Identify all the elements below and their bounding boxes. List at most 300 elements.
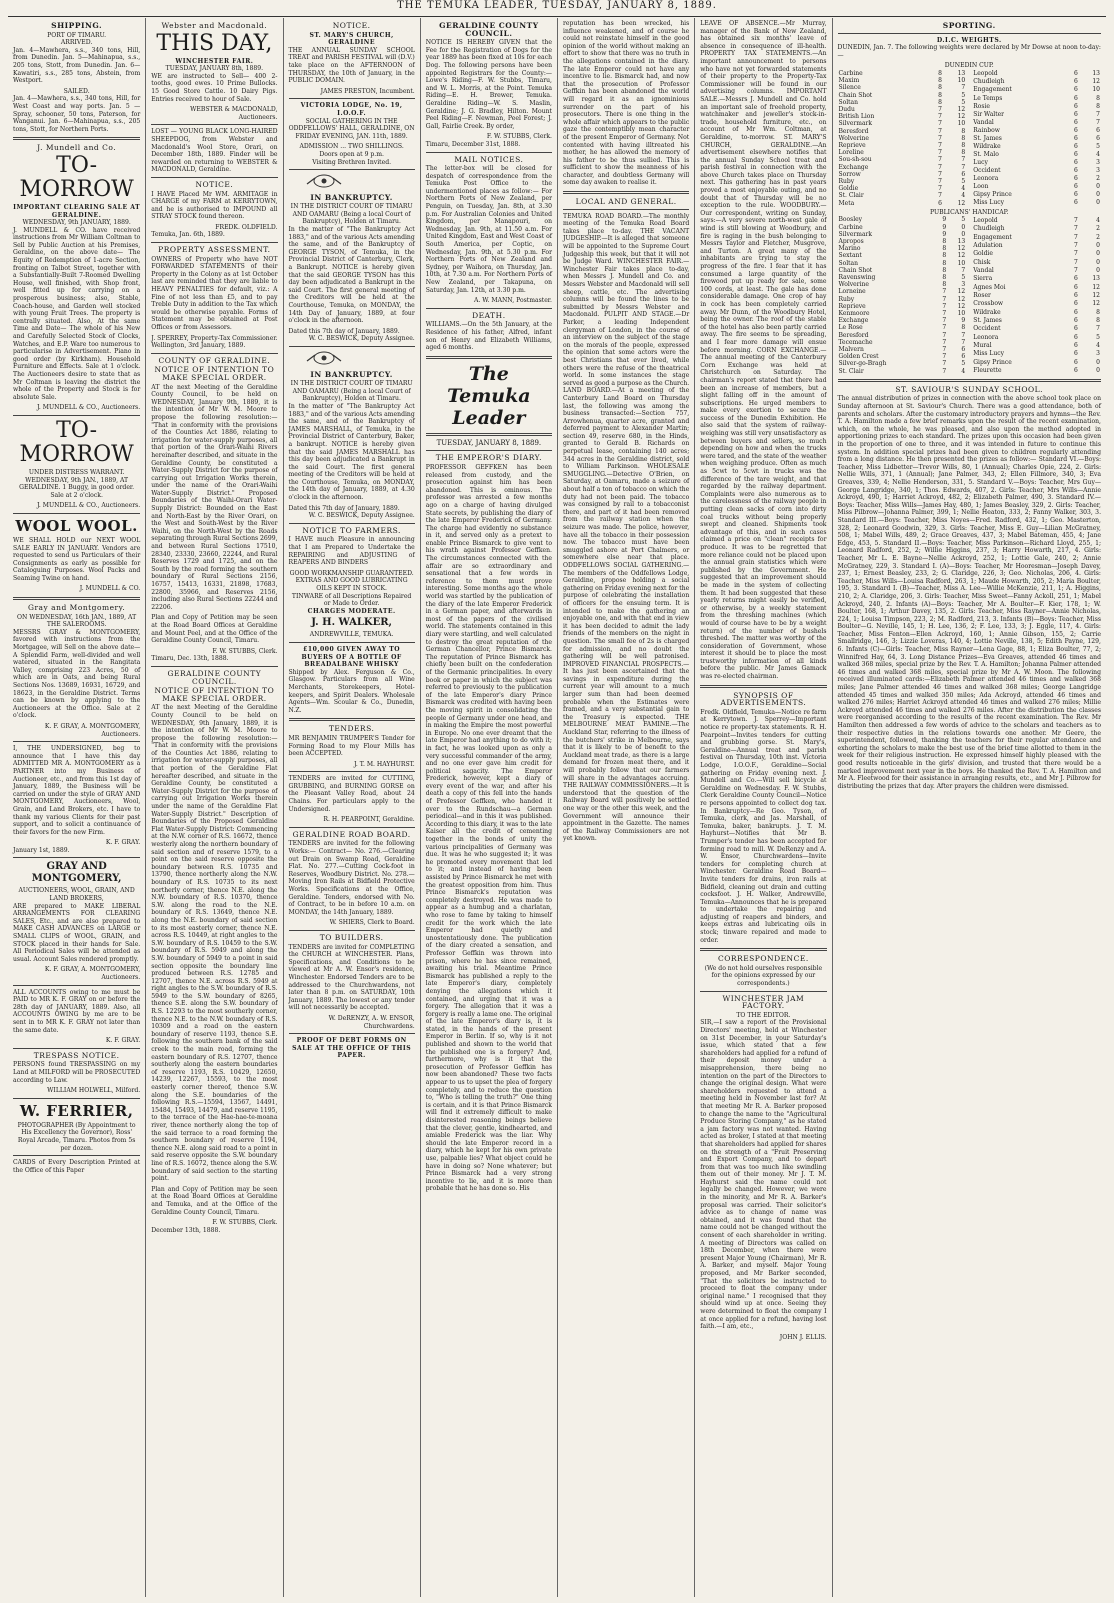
weight-pounds: 8 — [961, 149, 966, 157]
horse-name: Occident — [973, 325, 1001, 333]
weight-stone: 7 — [942, 324, 947, 332]
horse-name: Lorneine — [838, 288, 866, 296]
weight-stone: 7 — [942, 302, 947, 310]
horse-name: Chain Shot — [838, 266, 873, 274]
royal-arms-icon — [289, 351, 359, 365]
horse-name: Ruby — [838, 295, 855, 303]
divider — [426, 152, 552, 153]
gcc-heading: GERALDINE COUNTY COUNCIL. — [167, 668, 262, 686]
synopsis-heading: SYNOPSIS OF ADVERTISEMENTS. — [720, 690, 807, 708]
dog-date: Timaru, December 31st, 1888. — [425, 140, 521, 148]
weight-row — [972, 86, 1101, 94]
horse-name: Sir Walter — [973, 110, 1005, 118]
weight-stone: 9 — [942, 230, 947, 238]
weight-stone: 6 — [1074, 325, 1078, 333]
gray-text: MESSRS GRAY & MONTGOMERY, favored with instructions from the Mortgagee, will Sell on the above date— A Splendid Farm, well-divided and well watered, situated in the Rangitata Valley, comprising 223 Acres, 50 of which are in Oats, and being Rural Sections Nos. 13689, 16931, 16729, and 18623, in the Geraldine District. Terms can be known by applying to the Auctioneers at the Office. Sale at 2 o'clock. — [13, 628, 141, 720]
intention2-heading: NOTICE OF INTENTION TO MAKE SPECIAL ORDER. — [154, 686, 275, 703]
weight-row — [972, 110, 1101, 118]
divider — [838, 379, 1102, 382]
column-7 — [832, 18, 1107, 1597]
horse-name: Meta — [838, 199, 855, 207]
weight-pounds: 0 — [1096, 250, 1100, 258]
weight-pounds: 3 — [1096, 158, 1100, 166]
partner-text: I, THE UNDERSIGNED, beg to announce that I have this day ADMITTED MR A. MONTGOMERY as a PARTNER into my Business of Auctioneer, etc., and from this 1st day of January, 1889, the Business will be carried on under the style of GRAY AND MONTGOMERY, Auctioneers, Wool, Grain, and Land Brokers, etc. I have to thank my various Clients for their past support, and to solicit a continuance of their favors for the new Firm. — [13, 745, 141, 836]
weight-stone: 6 — [1074, 118, 1078, 126]
weight-pounds: 3 — [1096, 166, 1100, 174]
weight-stone: 6 — [1074, 316, 1078, 324]
weight-stone: 8 — [938, 69, 942, 77]
horse-name: Wildrake — [973, 142, 1001, 150]
bankruptcy1-date: Dated this 7th day of January, 1889. — [288, 327, 400, 335]
weight-stone: 8 — [942, 266, 947, 274]
masthead — [0, 0, 1114, 16]
paper-title: The Temuka Leader — [447, 362, 531, 429]
notice-heading: NOTICE. — [195, 179, 234, 189]
intention-heading: NOTICE OF INTENTION TO MAKE SPECIAL ORDER. — [154, 365, 275, 382]
weight-row — [838, 113, 967, 120]
weight-pounds: 12 — [957, 199, 966, 207]
weight-row — [838, 231, 967, 238]
weight-pounds: 2 — [1096, 175, 1100, 182]
bankruptcy-heading: IN BANKRUPTCY. — [310, 192, 393, 202]
weight-stone: 8 — [938, 91, 942, 99]
jam-to-editor: TO THE EDITOR. — [736, 1011, 791, 1019]
weight-stone: 7 — [942, 310, 947, 318]
plan-text: Plan and Copy of Petition may be seen at the Road Board Offices at Geraldine and Mount Peel, and at the Office of the Geraldine County Council, Timaru. — [151, 614, 278, 645]
weight-row — [972, 325, 1101, 333]
horse-name: Kenmoore — [838, 310, 870, 318]
notice-text: I HAVE Placed Mr WM. ARMITAGE in CHARGE of my FARM at KERRYTOWN, and he is authorised to IMPOUND all STRAY STOCK found thereon. — [151, 190, 278, 221]
divider — [151, 353, 277, 354]
weight-stone: 6 — [1074, 283, 1078, 291]
weight-stone: 6 — [1074, 350, 1078, 358]
tomorrow-heading: TO-MORROW — [19, 152, 134, 202]
weight-stone: 8 — [938, 84, 942, 92]
death-heading: DEATH. — [472, 310, 506, 320]
divider — [13, 1098, 140, 1099]
divider — [426, 433, 552, 436]
weight-row — [838, 368, 967, 375]
horse-name: Leopold — [973, 216, 998, 224]
wool-text: WE SHALL HOLD our NEXT WOOL SALE EARLY IN JANUARY. Vendors are requested to send us Particulars of their Consignments as early as possible for Cataloguing Purposes. Wool Packs and Seaming Twine on hand. — [13, 536, 141, 582]
local-heading: LOCAL AND GENERAL. — [575, 197, 677, 207]
horse-name: Fleurette — [973, 367, 1002, 374]
weight-pounds: 4 — [961, 367, 966, 375]
tomorrow-heading-2: TO-MORROW — [19, 417, 134, 467]
weight-stone: 6 — [1074, 70, 1078, 78]
weight-row — [838, 288, 967, 295]
horse-name: Miss Lucy — [973, 199, 1004, 207]
horse-name: Vandal — [973, 266, 994, 274]
weight-stone: 7 — [938, 156, 942, 164]
horse-name: Ruby — [838, 178, 855, 186]
horse-name: Crossbow — [973, 300, 1004, 308]
column-5 — [557, 18, 694, 1597]
weight-row — [838, 185, 967, 192]
tender1-signature: J. T. M. HAYHURST. — [353, 760, 415, 768]
weight-stone: 7 — [942, 288, 947, 296]
sailed-heading: SAILED. — [63, 87, 90, 95]
weight-pounds: 10 — [957, 259, 966, 267]
weight-pounds: 13 — [957, 69, 966, 77]
weight-pounds: 2 — [1096, 225, 1100, 233]
horse-name: Loon — [973, 183, 989, 191]
weight-stone: 8 — [942, 238, 947, 246]
weight-row — [972, 94, 1101, 102]
divider — [13, 1048, 140, 1049]
horse-name: Boosley — [838, 216, 863, 224]
dog-text: NOTICE IS HEREBY GIVEN that the Fee for the Registration of Dogs for the year 1889 has been fixed at 10s for each Dog. The following persons have been appointed Registrars for the County:— Lowe's Riding—F. W. Stubbs, Timaru, and W. L. Morris, at the Point. Temuka Riding—E. H. Brewer, Temuka. Geraldine Riding—W. S. Maslin, Geraldine; J. G. Bradley, Hilton. Mount Peel Riding—F. Newman, Peel Forest; J. Gall, Fairlie Creek. By order, — [425, 39, 552, 130]
weight-pounds: 7 — [1096, 110, 1100, 118]
tinware-text: TINWARE of all Descriptions Repaired or Made to Order. — [291, 592, 412, 608]
weight-stone: 7 — [942, 360, 947, 368]
weight-pounds: 2 — [1096, 233, 1100, 241]
divider — [13, 741, 140, 742]
horse-name: Reprieve — [838, 302, 866, 310]
cup-weights-left — [838, 70, 967, 207]
weight-row — [972, 175, 1101, 183]
weight-row — [838, 192, 967, 199]
builders-signature: W. DeRENZY, A. W. ENSOR, Churchwardens. — [328, 1014, 415, 1030]
weight-stone: 6 — [1074, 126, 1078, 134]
horse-name: Sou-sh-sou — [838, 156, 872, 164]
horse-name: Wolverine — [838, 134, 869, 142]
social-text: SOCIAL GATHERING IN THE ODDFELLOWS' HALL, GERALDINE, ON FRIDAY EVENING, JAN. 11th, 1889. — [288, 117, 415, 140]
weight-row — [838, 245, 967, 252]
weight-row — [972, 199, 1101, 207]
notice-date: Temuka, Jan. 6th, 1889. — [151, 231, 225, 239]
weight-pounds: 7 — [1096, 118, 1100, 126]
dic-intro: DUNEDIN, Jan. 7. The following weights were declared by Mr Dowse at noon to-day:— — [837, 44, 1101, 59]
divider — [289, 930, 415, 931]
horse-name: Roser — [973, 291, 991, 299]
weight-pounds: 3 — [961, 281, 966, 289]
arrivals-text: Jan. 4—Mawhera, s.s., 340 tons, Hill, from Dunedin. Jan. 5—Mahinapua, s.s., 205 tons, Stott, from Dunedin. Jan. 6—Kawatiri, s.s., 285 tons, Abstein, from Westport. — [13, 46, 141, 85]
correspondence-heading: CORRESPONDENCE. — [718, 954, 809, 964]
notice-signature: FREDK. OLDFIELD. — [215, 223, 278, 231]
weight-pounds: 3 — [1096, 350, 1100, 358]
horse-name: Rainbow — [973, 126, 1000, 134]
weight-row — [838, 99, 967, 106]
divider — [13, 137, 140, 140]
paper-date: TUESDAY, JANUARY 8, 1889. — [436, 438, 542, 447]
weight-stone: 7 — [938, 170, 942, 178]
weight-pounds: 12 — [1092, 291, 1100, 299]
giveaway-text: Shipped by Alex. Ferguson & Co., Glasgow. Particulars from all Wine Merchants, Storekeepers, Hotel-keepers, and Spirit Dealers. Wholesale Agents—Wm. Scoular & Co., Dunedin, N.Z. — [288, 668, 415, 714]
weight-row — [972, 150, 1101, 158]
column-1 — [8, 18, 145, 1597]
weight-row — [838, 106, 967, 113]
horse-name: St. James — [973, 134, 1002, 142]
weight-stone: 7 — [938, 113, 942, 121]
horse-name: Carbine — [838, 223, 863, 231]
distress-text: UNDER DISTRESS WARRANT. WEDNESDAY, 9th JAN., 1889, AT GERALDINE. 1 Buggy, in good order. Sale at 2 o'clock. — [19, 468, 135, 499]
ferrier-text: PHOTOGRAPHER (By Appointment to His Excellency the Governor), Ross' Royal Arcade, Timaru. Photos from 5s per dozen. — [17, 1121, 136, 1152]
weight-pounds: 12 — [957, 245, 966, 253]
horse-name: Wildrake — [973, 308, 1001, 316]
tender2-signature: R. H. PEARPOINT, Geraldine. — [323, 816, 415, 824]
weight-pounds: 5 — [961, 178, 966, 186]
weight-stone: 7 — [1074, 258, 1078, 266]
divider — [700, 991, 826, 992]
horse-name: St. Clair — [838, 367, 864, 375]
weight-stone: 6 — [1074, 199, 1078, 207]
farmers-text: I HAVE much Pleasure in announcing that I am Prepared to Undertake the REPAIRING and ADJUSTING of REAPERS AND BINDERS — [288, 536, 415, 567]
plan2-date: December 13th, 1888. — [151, 1226, 221, 1234]
notice-heading: NOTICE. — [332, 21, 371, 30]
weight-row — [838, 360, 967, 367]
weight-pounds: 5 — [961, 274, 966, 282]
weight-row — [972, 216, 1101, 224]
property-heading: PROPERTY ASSESSMENT. — [158, 245, 271, 255]
giveaway-heading: £10,000 GIVEN AWAY TO BUYERS OF A BOTTLE OF BREADALBANE WHISKY — [301, 645, 402, 669]
weight-stone: 7 — [942, 317, 947, 325]
doors-text: Doors open at 9 p.m. — [319, 150, 384, 158]
weight-row — [838, 303, 967, 310]
weight-stone: 6 — [1074, 300, 1078, 308]
weight-pounds: 6 — [961, 346, 966, 354]
weight-stone: 6 — [1074, 158, 1078, 166]
mundell-heading: J. Mundell and Co. — [37, 143, 117, 153]
weight-stone: 6 — [1074, 308, 1078, 316]
county-heading: COUNTY OF GERALDINE. — [158, 355, 271, 365]
partner-date: January 1st, 1889. — [13, 846, 70, 854]
local-text: TEMUKA ROAD BOARD.—The monthly meeting of the Temuka Road Board takes place to-day. THE VACANT JUDGESHIP.—It is alleged that someone will be appointed to the Supreme Court Judgeship this week, but that it will not be Judge Ward. WINCHESTER FAIR.—Winchester Fair takes place to-day, when Messrs J. Mundell and Co. and Messrs Webster and Macdonald will sell sheep, cattle, etc. The advertising columns will be found the lines to be submitted by Messrs Webster and Macdonald. PULPIT AND STAGE.—Dr Parker, a leading Independent clergyman of London, in the course of an interview on the subject of the stage on the morals of the people, expressed the opinion that some actors were the best Christians that ever lived, while others were the refuse of the theatrical world. In some instances the stage served as good a purpose as the Church. LAND BOARD.—At a meeting of the Canterbury Land Board on Thursday last, the following was among the business transacted:—Section 757, Arrowhenua, quarter acre, granted and deferred payment to Alexander Martin; section 49, reserve 680, in the Hinds, granted to Gerald B. Richards on perpetual lease, containing 140 acres; 344 acres in the Geraldine district, sold to William Parkinson. WHOLESALE SMUGGLING.—Detective O'Brien, on Saturday, at Oamaru, made a seizure of about half a ton of tobacco on which the duty had not been paid. The tobacco was consigned by rail to a tobacconist there, and part of it had been removed from the railway station when the seizure was made. The police, however, have all the tobacco in their possession now. The tobacco must have been smuggled ashore at Port Chalmers, or somewhere else near that place. ODDFELLOWS SOCIAL GATHERING.—The members of the Oddfellows Lodge, Geraldine, propose holding a social gathering on Friday evening next for the purpose of celebrating the installation of officers for the ensuing term. It is intended to make the gathering an enjoyable one, and with that end in view it has been decided to admit the lady friends of the members on the night in question. The small fee of 2s is charged for admission, and no doubt the gathering will be well patronised. IMPROVED FINANCIAL PROSPECTS.—It has just been ascertained that the savings in expenditure during the current year will amount to a much larger sum than had been deemed probable when the Estimates were framed, and a very substantial gain to the Treasury is expected. THE MELBOURNE MEAT FAMINE.—The Auckland Star, referring to the illness of the butchers' strike in Melbourne, says that it is likely to be of benefit to the Auckland meat trade, as there is a large demand for frozen meat there, and it will probably follow that our farmers will share in the advantages accruing. THE RAILWAY COMMISSIONERS.—It is understood that the question of the Railway Board will positively be settled one way or the other this week, and the Government will announce their appointment in the Gazette. The names of the Railway Commissioners are not yet known. — [563, 212, 690, 843]
horse-name: Gipsy Prince — [973, 358, 1012, 366]
horse-name: Chudleigh — [973, 78, 1005, 86]
plan2-signature: F. W. STUBBS, Clerk. — [212, 1219, 278, 1227]
horse-name: St. Malo — [973, 150, 999, 158]
wm-signature: WEBSTER & MACDONALD, Auctioneers. — [190, 106, 278, 121]
weight-stone: 6 — [1074, 341, 1078, 349]
gm-text: ARE prepared to MAKE LIBERAL ARRANGEMENTS FOR CLEARING SALES, Etc., and are also prepared to MAKE CASH ADVANCES on LARGE or SMALL CLIPS of WOOL, GRAIN, and STOCK placed in their hands for Sale. All Periodical Sales will be attended as usual. Account Sales rendered promptly. — [13, 902, 141, 963]
weight-pounds: 5 — [961, 98, 966, 106]
horse-name: Vandal — [973, 118, 994, 126]
horse-name: Golden Crest — [838, 353, 879, 361]
weight-row — [972, 233, 1101, 241]
plan2-text: Plan and Copy of Petition may be seen at the Road Board Offices at Geraldine and Temuka, and at the Office of the Geraldine County Council, Timaru. — [151, 1185, 278, 1216]
horse-name: St. Clair — [838, 192, 864, 200]
weight-row — [838, 281, 967, 288]
weight-row — [838, 156, 967, 163]
intention2-text: AT the next Meeting of the Geraldine County Council to be held on WEDNESDAY, 9th January, 1889, it is the intention of Mr W. M. Moore to propose the following resolution:— "That in conformity with the provisions of the Counties Act 1886, relating to irrigation for water-supply purposes, all that portion of the Geraldine Flat hereafter described, and situate in the Geraldine County, be constituted a Water-Supply District for the purpose of carrying out Irrigation Works therein under the name of the Geraldine Flat Water-Supply District." Description of Boundaries of the Proposed Geraldine Flat Water-Supply District: Commencing at the N.W. corner of R.S. 16672, thence westerly along the northern boundary of said section and of reserve 1579, to a point on the said reserve opposite the boundary between R.S. 10735 and 13790, thence northerly along the N.W. boundary of R.S. 10735 to its next northerly corner, thence N.E. along the N.W. boundary of R.S. 10370, thence S.W. along the road to the N.E. boundary of R.S. 13649, thence N.E. along the N.E. boundary of said section to its most easterly corner, thence N.E. across R.S. 10449, at right angles to the S.W. boundary of R.S. 10459 to the S.W. boundary of R.S. 5949 and along the S.W. boundary of 5949 to a point in said section opposite the boundary line produced between R.S. 12785 and 12707, thence N.E. across R.S. 5949 at right angles to the S.W. boundary of R.S. 5949 to the S.W. boundary of 8265, thence S.E. along the S.W. boundary of R.S. 12293 to the most southerly corner, thence N.E. to the N.W. boundary of R.S. 10309 and a road on the eastern boundary of reserve 1193, thence S.E. following the southern bank of the said creek to the main road, forming the eastern boundary of R.S. 12707, thence southerly along the eastern boundaries of reserve 1193, R.S. 10429, 12650, 14239, 12267, 15593, to the most easterly corner thereof, thence S.W. along the S.E. boundaries of the following R.S.—15594, 13567, 14491, 15484, 15493, 14479, and reserve 1195, to the terrace of the Hae-hae-te-moana river, thence northerly along the top of the said terrace to a road forming the southern boundary of reserve 1194, thence N.E. along said road to a point in said reserve opposite the S.W. boundary line of R.S. 16072, thence along the S.W. boundary of said section to the starting point. — [151, 704, 278, 1183]
divider — [289, 771, 415, 772]
weight-row — [838, 178, 967, 185]
weight-stone: 6 — [1074, 134, 1078, 142]
bankruptcy-heading-2: IN BANKRUPTCY. — [310, 369, 393, 379]
diary-continued: reputation has been wrecked, his influence weakened, and of course he could not reinstate himself in the good opinion of the world without making an effort to show that there was no truth in the allegations contained in the diary. The late Emperor could not have any incentive to lie. Bismarck had, and now that the prosecution of Professor Geffkin has been abandoned the world will regard it as an ignominious surrender on the part of his prosecutors. There is one thing in the whole affair which appears to the public gaze the contemptibly mean character of the present Emperor of Germany. Not contented with having illtreated his mother, he has allowed the memory of his father to be thus sullied. This is sufficient to show the meanness of his character, and doubtless Germany will some day awaken to realise it. — [563, 20, 690, 187]
divider — [151, 124, 277, 125]
handicap-weights-left — [838, 216, 967, 374]
weight-pounds: 8 — [961, 324, 966, 332]
weight-row — [972, 258, 1101, 266]
horse-name: Marino — [838, 245, 861, 253]
weight-row — [972, 225, 1101, 233]
workmanship-text: GOOD WORKMANSHIP GUARANTEED. — [289, 569, 414, 577]
divider — [700, 685, 826, 688]
horse-name: Chain Shot — [838, 91, 873, 99]
weight-stone: 6 — [1074, 102, 1078, 110]
weight-pounds: 12 — [957, 302, 966, 310]
sale-date: WEDNESDAY, 9th JANUARY, 1889. — [22, 219, 131, 227]
weight-pounds: 4 — [961, 192, 966, 200]
gcc-heading: GERALDINE COUNTY COUNCIL. — [439, 21, 539, 38]
wm-heading: Webster and Macdonald. — [161, 21, 268, 30]
weight-row — [972, 191, 1101, 199]
clearing-sale-heading: IMPORTANT CLEARING SALE AT GERALDINE. — [13, 203, 141, 219]
weight-pounds: 6 — [1096, 126, 1100, 134]
masthead-title: THE TEMUKA LEADER, TUESDAY, JANUARY 8, 1889. — [397, 0, 717, 11]
weight-row — [838, 171, 967, 178]
weight-row — [972, 250, 1101, 258]
weight-pounds: 13 — [957, 238, 966, 246]
synopsis-text: Fredk. Oldfield, Temuka—Notice re farm at Kerrytown. J. Sperrey—Important notice re property-tax statements. R. H. Pearpoint—Invites tenders for cutting and grubbing gorse. St. Mary's, Geraldine—Annual treat and parish festival on Thursday, 10th inst. Victoria Lodge, I.O.O.F., Geraldine—Social gathering on Friday evening next. J. Mundell and Co.—Will sell bicycle at Geraldine on Wednesday. F. W. Stubbs, Clerk Geraldine County Council—Notice re persons appointed to collect dog tax. In Bankruptcy—Re Geo. Tyson, of Temuka, clerk, and Jas. Marshall, of Temuka, baker, bankrupts. J. T. M. Hayhurst—Notifies that Mr B. Trumper's tender has been accepted for forming road to mill. W. DeRenzy and A. W. Ensor, Churchwardens—Invite tenders for completing church at Winchester. Geraldine Road Board—Invite tenders for drains, iron rails at Bidfield, cleaning out drain and cutting cocksfoot. J. H. Walker, Andrewville, Temuka—Announces that he is prepared to undertake the repairing and adjusting of reapers and binders, and keeps extras and lubricating oils in stock; tinware repaired and made to order. — [700, 708, 827, 944]
charges-text: CHARGES MODERATE. — [307, 607, 396, 615]
weight-row — [838, 128, 967, 135]
divider — [289, 1033, 415, 1034]
walker-address: ANDREWVILLE, TEMUKA. — [309, 631, 394, 639]
weight-row — [972, 134, 1101, 142]
wool-heading: WOOL WOOL. — [15, 516, 138, 535]
weight-row — [972, 341, 1101, 349]
weight-row — [972, 316, 1101, 324]
intention-text: AT the next Meeting of the Geraldine County Council, to be held on WEDNESDAY, January 9th, 1889, it is the intention of Mr W. M. Moore to propose the following resolution:— "That in conformity with the provisions of the Counties Act 1886, relating to irrigation for water-supply purposes, all that portion of the Orari-Waihi Rivers hereinafter described, and situate in the Geraldine County, be constituted a Water-Supply District for the purpose of carrying out Irrigation Works therein, under the name of the Orari-Waihi Water-Supply District." Proposed Boundaries of the Waihi-Orari Water-Supply District: Bounded on the East and North-East by the River Orari, on the West and South-West by the River Waihi, on the North-West by the Roads separating through Rural Sections 2699, and between Rural Sections 17510, 28340, 23330, 23660, 22244, and Rural Reserves 1729 and 1725, and on the South by the road forming the southern boundary of Rural Sections 2156, 16757, 15413, 16331, 21898, 17683, 22800, 35966, and Reserves 2156, including also Rural Sections 22244 and 22206. — [151, 383, 278, 611]
weight-stone: 8 — [942, 245, 947, 253]
partner-signature: K. F. GRAY. — [105, 839, 141, 847]
bankruptcy1-signature: W. C. BESWICK, Deputy Assignee. — [308, 335, 415, 343]
gray-date: ON WEDNESDAY, 16th JAN., 1889, AT THE SALEROOMS. — [17, 613, 137, 629]
school-heading: ST. SAVIOUR'S SUNDAY SCHOOL. — [895, 384, 1044, 394]
builders-text: TENDERS are invited for COMPLETING the CHURCH at WINCHESTER. Plans, Specifications, and Conditions to be viewed at Mr A. W. Ensor's residence, Winchester. Endorsed Tenders are to be addressed to the Churchwardens, not later than 8 p.m. on SATURDAY, 10th January, 1889. The lowest or any tender will not necessarily be accepted. — [288, 943, 415, 1012]
weight-stone: 7 — [938, 185, 942, 193]
weight-row — [972, 266, 1101, 274]
weight-pounds: 8 — [961, 142, 966, 149]
builders-heading: TO BUILDERS. — [319, 932, 384, 942]
divider — [426, 308, 552, 309]
church-heading: ST. MARY'S CHURCH, GERALDINE — [309, 31, 394, 47]
mail-heading: MAIL NOTICES. — [454, 154, 524, 164]
weight-pounds: 12 — [957, 288, 966, 296]
divider — [289, 827, 415, 828]
weight-stone: 7 — [938, 134, 942, 142]
weight-row — [838, 200, 967, 207]
weight-row — [838, 84, 967, 91]
weight-pounds: 12 — [957, 113, 966, 121]
divider — [289, 98, 415, 99]
weight-row — [972, 358, 1101, 366]
weight-row — [838, 120, 967, 127]
weight-row — [838, 149, 967, 156]
winchester-fair-heading: WINCHESTER FAIR. — [175, 57, 254, 65]
weight-row — [838, 267, 967, 274]
weight-pounds: 8 — [961, 134, 966, 142]
accounts-text: ALL ACCOUNTS owing to me must be PAID to MR K. F. GRAY on or before the 28th day of JANUARY, 1889. Also, all ACCOUNTS OWING by me are to be sent in to MR K. F. GRAY not later than the same date. — [13, 988, 141, 1034]
weight-row — [838, 142, 967, 149]
weight-pounds: 10 — [957, 77, 966, 85]
gm-heading: GRAY AND MONTGOMERY, — [31, 861, 122, 885]
weight-row — [838, 317, 967, 324]
divider — [289, 718, 415, 721]
weight-pounds: 5 — [961, 360, 966, 368]
weight-row — [838, 339, 967, 346]
horse-name: Dudu — [838, 105, 855, 113]
weight-pounds: 10 — [957, 120, 966, 128]
horse-name: Sextant — [838, 252, 862, 260]
columns — [8, 18, 1106, 1597]
horse-name: Reprieve — [838, 142, 866, 149]
horse-name: British Lion — [838, 113, 875, 121]
weight-pounds: 8 — [1096, 102, 1100, 110]
weight-pounds: 10 — [1092, 86, 1100, 94]
lodge-heading: VICTORIA LODGE, No. 19, I.O.O.F. — [300, 102, 403, 117]
weight-stone: 6 — [1074, 175, 1078, 182]
accounts-signature: K. F. GRAY. — [105, 1037, 141, 1045]
weight-row — [838, 274, 967, 281]
weight-pounds: 0 — [961, 230, 966, 238]
horse-name: St. James — [973, 316, 1002, 324]
weight-pounds: 0 — [1096, 358, 1100, 366]
handicap-weights-right — [972, 216, 1101, 374]
weight-row — [972, 333, 1101, 341]
weight-row — [972, 126, 1101, 134]
this-day-heading: THIS DAY, — [156, 30, 273, 56]
weight-row — [838, 77, 967, 84]
weight-stone: 8 — [942, 252, 947, 260]
horse-name: Rosie — [973, 102, 990, 110]
weight-stone: 6 — [1074, 150, 1078, 158]
horse-name: Engagement — [973, 233, 1012, 241]
diary-text: PROFESSOR GEFFKEN has been released from custody, and the prosecution against him has been abandoned. This is ominous. The professor was arrested a few months ago on a charge of having divulged State secrets, by publishing the diary of the late Emperor Frederick of Germany. The charge had evidently no substance in it, and served only as a pretext to enable Prince Bismarck to give vent to his wrath against Professor Geffken. The circumstances connected with the affair are so extraordinary and sensational that a few words in reference to them must prove interesting. Some months ago the whole world was startled by the publication of the diary of the late Emperor Frederick in a German paper, and afterwards in most of the papers of the civilised world. The statements contained in this diary were startling, and well calculated to destroy the great reputation of the German Chancellor, Prince Bismarck. The reputation of Prince Bismarck has chiefly been built on the confederation of the Germanic principalities. In every book or paper in which the subject was referred to previously to the publication of the late Emperor's diary Prince Bismarck was credited with having been the moving spirit in consolidating the people of Germany under one head, and in making the Empire the most powerful in Europe. No one ever dreamt that the late Emperor had anything to do with it; in fact, he was looked upon as only a very successful commander of the army, and no one ever gave him credit for political sagacity. The Emperor Frederick, however, kept a diary of every event of the war, and after his death a copy of this fell into the hands of Professor Geffken, who handed it over to the Rundschau—a German periodical—and in this it was published. According to this diary, it was to the late Kaiser all the credit of cementing together in the bonds of unity the various principalities of Germany was due. It was he who suggested it; it was he promoted every movement that led to it; and instead of having been assisted by Prince Bismarck he met with the greatest opposition from him. Thus Prince Bismarck's reputation was completely destroyed. He was made to appear as a humbug and a charlatan, who rose to fame by taking to himself credit for the work which the late Emperor had quietly and unostentatiously done. The publication of the diary created a sensation, and Professor Geffkin was thrown into prison, where he has since remained, awaiting his trial. Meantime Prince Bismarck has published a reply to the late Emperor's diary, completely denying the allegations which it contained, and urging that it was a forgery. The allegation that it was a forgery is really a lame one. The original of the late Emperor's diary is, it is stated, in the hands of the present Emperor in Berlin. If so, why is it not published and shown to the world that the published one is a forgery? And, furthermore, why is it that the prosecution of Professor Geffkin has now been abandoned? These two facts appear to us to upset the plea of forgery completely, and to reduce the question to, "Who is telling the truth?" One thing is certain, and it is that Prince Bismarck will find it extremely difficult to make disinterested reasoning beings believe that the clever, gentle, kindhearted, and amiable Frederick was the liar. Why should the late Emperor record in a diary, which he kept for his own private use, palpable lies? What object could he have in doing so? None whatever; but Prince Bismarck had a very strong incentive to lie, and it is more than probable that he has done so. His — [425, 463, 552, 1193]
dog-signature: F. W. STUBBS, Clerk. — [486, 133, 552, 141]
gm-signature: K. F. GRAY, A. MONTGOMERY, Auctioneers. — [44, 966, 141, 981]
weight-row — [972, 283, 1101, 291]
top-rule — [8, 16, 1106, 17]
horse-name: Gipsy Prince — [973, 191, 1012, 199]
weight-pounds: 13 — [1092, 70, 1100, 78]
weight-stone: 7 — [1074, 266, 1078, 274]
weight-pounds: 13 — [1092, 275, 1100, 283]
weight-stone: 7 — [942, 338, 947, 346]
visiting-text: Visiting Brethren Invited. — [312, 158, 392, 166]
weight-row — [972, 350, 1101, 358]
weight-pounds: 4 — [1096, 216, 1100, 224]
weight-stone: 7 — [942, 353, 947, 361]
handicap-heading: PUBLICANS' HANDICAP. — [930, 208, 1009, 216]
weight-pounds: 0 — [1096, 258, 1100, 266]
weight-pounds: 4 — [1096, 150, 1100, 158]
divider — [563, 209, 689, 210]
weight-row — [972, 366, 1101, 375]
weight-stone: 6 — [1074, 291, 1078, 299]
divider — [838, 33, 1102, 34]
weight-pounds: 9 — [961, 317, 966, 325]
horse-name: Leopold — [973, 70, 998, 78]
lost-dog-text: LOST — YOUNG BLACK LONG-HAIRED SHEEPDOG, from Webster and Macdonald's Wool Store, Orari, on December 18th, 1889. Finder will be rewarded on returning to WEBSTER & MACDONALD, Geraldine. — [151, 128, 278, 174]
horse-name: Silver-go-Bragh — [838, 360, 887, 368]
horse-name: Apropos — [838, 238, 864, 246]
weight-pounds: 7 — [961, 163, 966, 171]
treat-text: THE ANNUAL SUNDAY SCHOOL TREAT and PARISH FESTIVAL will (D.V.) take place on the AFTERNOON of THURSDAY, the 10th of January, in the PUBLIC DOMAIN. — [288, 46, 415, 85]
horse-name: Leonora — [973, 175, 999, 182]
weight-stone: 6 — [1074, 94, 1078, 102]
jam-heading: WINCHESTER JAM FACTORY. — [722, 993, 805, 1011]
weight-pounds: 7 — [961, 331, 966, 339]
property-date: Wellington, 3rd January, 1889. — [151, 342, 246, 350]
weight-row — [838, 310, 967, 317]
weight-stone: 8 — [942, 274, 947, 282]
mundell-text: J. MUNDELL & CO. have received instructions from Mr William Coltman to Sell by Public Auction at his Premises, Geraldine, on the above date— The Equity of Redemption of 1-acre Section, fronting on Talbot Street, together with a Substantially-Built 7-Roomed Dwelling House, well finished, with Shop front, well fitted up for carrying on a prosperous business; also, Stable, Coach-house, and Garden well stocked with young Fruit Trees. The property is centrally situated. Also, At the same Time and Date— The whole of his New and Carefully Selected Stock of Clocks, Watches, and E.P. Ware too numerous to particularise in Advertisement. Piano in good order (by Kirkham). Household Furniture and Effects. Sale at 1 o'clock. The Auctioneers desire to state that as Mr Coltman is leaving the district the whole of the Property and Stock is for absolute Sale. — [13, 226, 141, 401]
horse-name: Exchange — [838, 163, 869, 171]
